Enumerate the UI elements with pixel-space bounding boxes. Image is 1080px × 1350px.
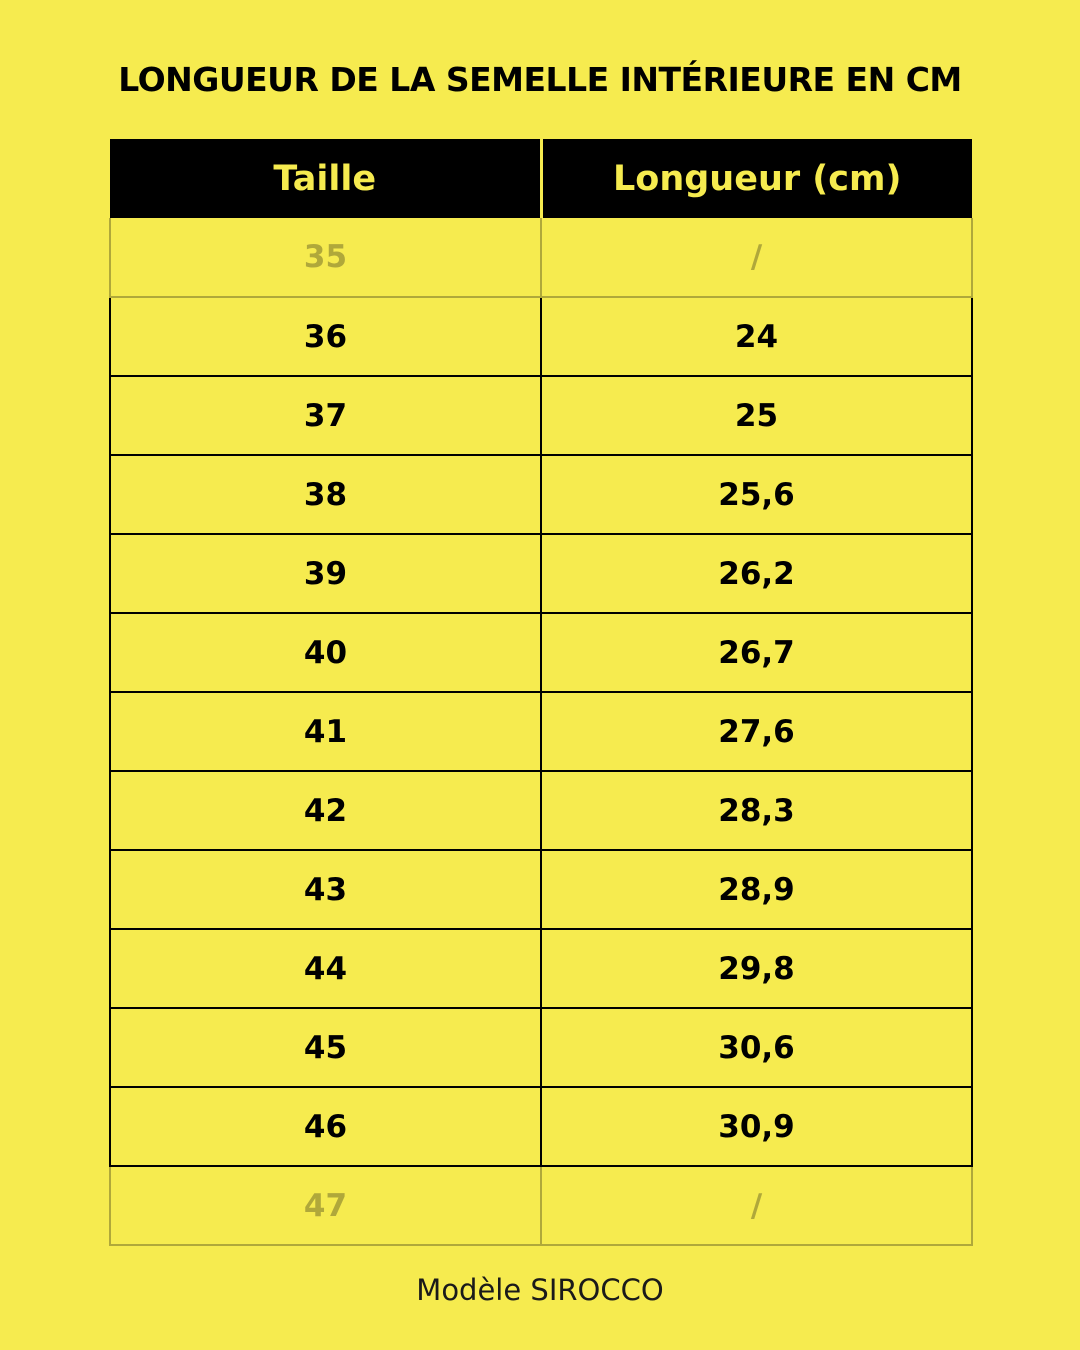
cell-longueur: / xyxy=(541,1166,972,1245)
table-row xyxy=(110,1087,972,1166)
cell-taille: 36 xyxy=(110,297,541,376)
cell-longueur: 26,2 xyxy=(541,534,972,613)
cell-longueur: 25,6 xyxy=(541,455,972,534)
table-row xyxy=(110,1166,972,1245)
cell-taille: 39 xyxy=(110,534,541,613)
cell-longueur: 30,6 xyxy=(541,1008,972,1087)
cell-taille: 46 xyxy=(110,1087,541,1166)
table-row xyxy=(110,297,972,376)
table-row xyxy=(110,692,972,771)
table-row xyxy=(110,534,972,613)
table-row xyxy=(110,850,972,929)
table-row xyxy=(110,771,972,850)
cell-taille: 37 xyxy=(110,376,541,455)
size-table xyxy=(109,139,973,1246)
cell-taille: 47 xyxy=(110,1166,541,1245)
table-row xyxy=(110,455,972,534)
cell-longueur: 26,7 xyxy=(541,613,972,692)
table-row xyxy=(110,613,972,692)
cell-longueur: 24 xyxy=(541,297,972,376)
column-header-longueur: Longueur (cm) xyxy=(541,139,972,218)
cell-longueur: / xyxy=(541,218,972,297)
cell-taille: 45 xyxy=(110,1008,541,1087)
table-row xyxy=(110,218,972,297)
cell-taille: 40 xyxy=(110,613,541,692)
table-row xyxy=(110,376,972,455)
cell-longueur: 30,9 xyxy=(541,1087,972,1166)
cell-taille: 42 xyxy=(110,771,541,850)
cell-taille: 43 xyxy=(110,850,541,929)
cell-longueur: 28,3 xyxy=(541,771,972,850)
cell-taille: 41 xyxy=(110,692,541,771)
cell-longueur: 28,9 xyxy=(541,850,972,929)
cell-longueur: 27,6 xyxy=(541,692,972,771)
model-caption: Modèle SIROCCO xyxy=(416,1273,664,1307)
cell-taille: 35 xyxy=(110,218,541,297)
table-row xyxy=(110,1008,972,1087)
cell-longueur: 29,8 xyxy=(541,929,972,1008)
page-title: LONGUEUR DE LA SEMELLE INTÉRIEURE EN CM xyxy=(118,60,962,99)
cell-taille: 44 xyxy=(110,929,541,1008)
table-header-row xyxy=(110,139,972,218)
table-row xyxy=(110,929,972,1008)
column-header-taille: Taille xyxy=(110,139,541,218)
cell-taille: 38 xyxy=(110,455,541,534)
cell-longueur: 25 xyxy=(541,376,972,455)
